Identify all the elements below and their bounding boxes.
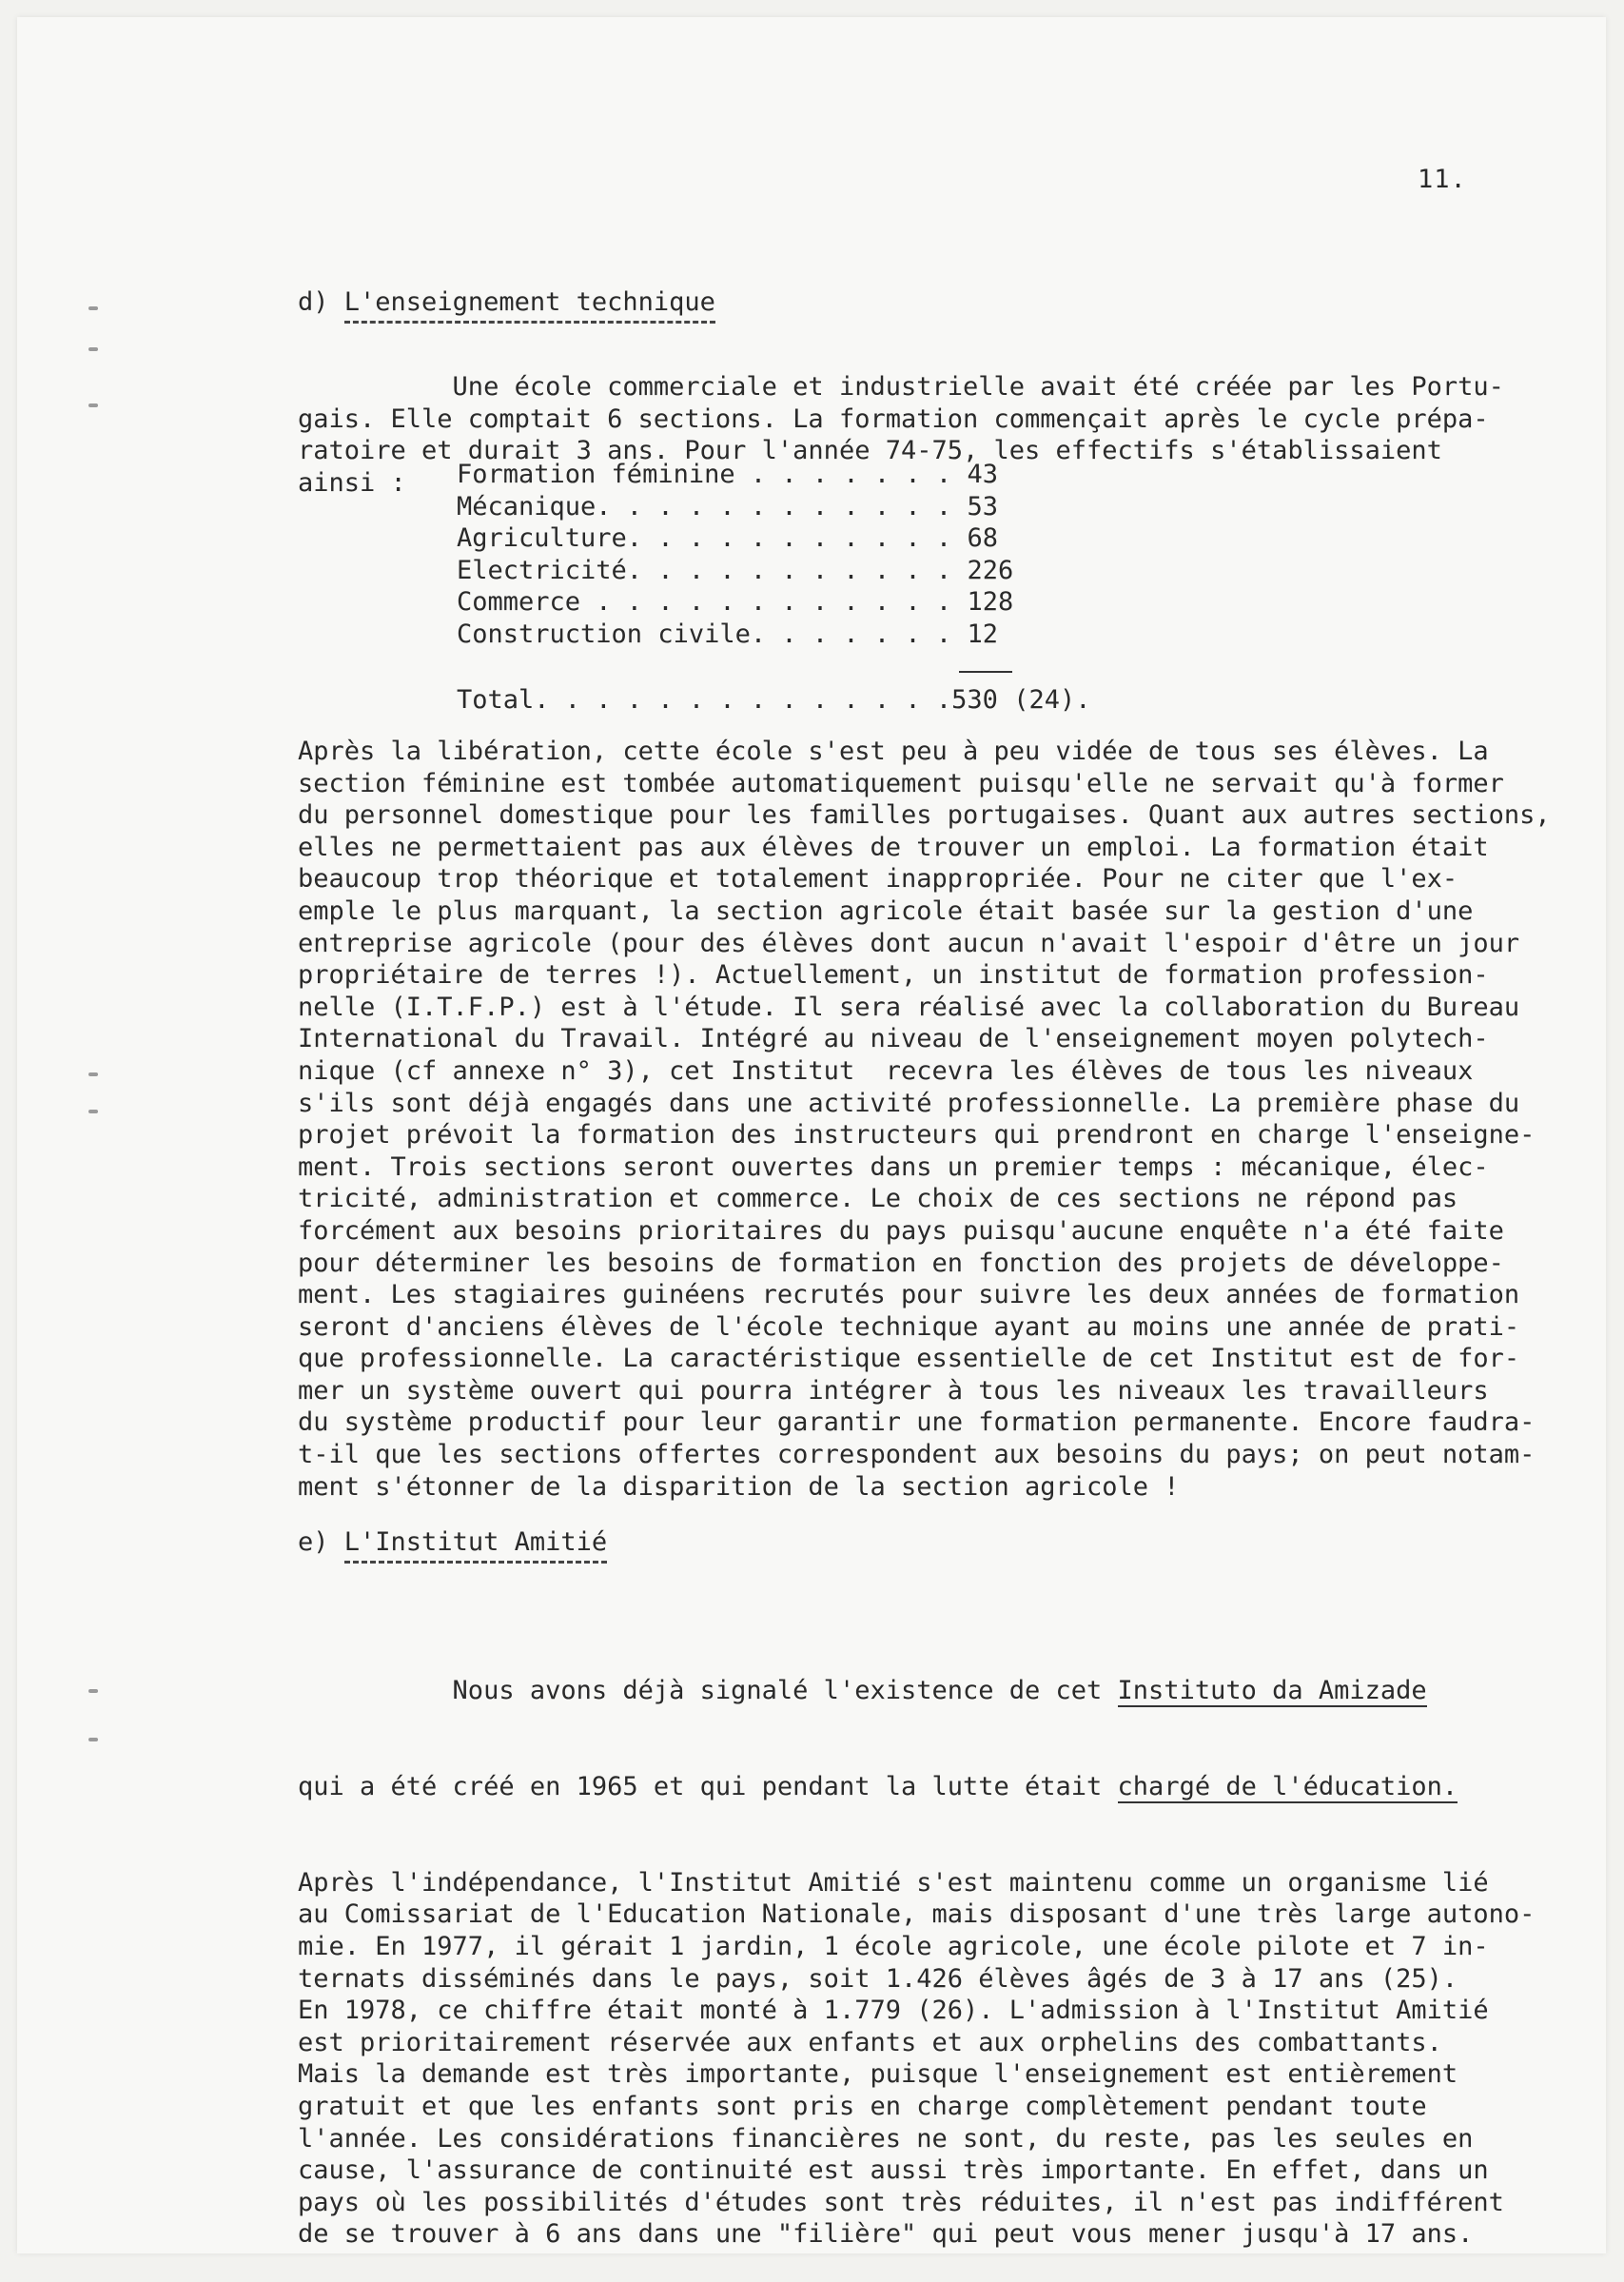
text-line: nique (cf annexe n° 3), cet Institut recevra les élèves de tous les niveaux bbox=[298, 1055, 1474, 1086]
line-lead: qui a été créé en 1965 et qui pendant la lutte était bbox=[298, 1771, 1118, 1801]
text-line: du personnel domestique pour les familles portugaises. Quant aux autres sections, bbox=[298, 800, 1551, 831]
enrollment-value: 226 bbox=[967, 555, 1014, 585]
section-d-prefix: d) bbox=[298, 287, 344, 317]
text-line: nelle (I.T.F.P.) est à l'étude. Il sera réalisé avec la collaboration du Bureau bbox=[298, 992, 1520, 1022]
text-line: t-il que les sections offertes correspondent aux besoins du pays; on peut notam- bbox=[298, 1440, 1536, 1470]
total-label: Total. . . . . . . . . . . . . . bbox=[457, 685, 952, 715]
text-line: l'année. Les considérations financières ne sont, du reste, pas les seules en bbox=[298, 2123, 1474, 2154]
enrollment-value: 43 bbox=[967, 460, 998, 489]
margin-mark bbox=[88, 1738, 98, 1741]
text-line: pour déterminer les besoins de formation en fonction des projets de développe- bbox=[298, 1248, 1504, 1278]
section-e-heading bbox=[298, 1527, 607, 1557]
text-line: elles ne permettaient pas aux élèves de trouver un emploi. La formation était bbox=[298, 832, 1489, 862]
margin-mark bbox=[88, 1110, 98, 1113]
margin-mark bbox=[88, 306, 98, 310]
section-e-body bbox=[298, 1611, 1568, 2282]
text-line: entreprise agricole (pour des élèves dont aucun n'avait l'espoir d'être un jour bbox=[298, 928, 1520, 958]
line-lead: Nous avons déjà signalé l'existence de cet bbox=[298, 1676, 1118, 1706]
text-line: tricité, administration et commerce. Le choix de ces sections ne répond pas bbox=[298, 1184, 1458, 1214]
section-e-title: L'Institut Amitié bbox=[344, 1527, 607, 1564]
margin-mark bbox=[88, 347, 98, 351]
enrollment-row bbox=[457, 555, 1013, 587]
enrollment-row bbox=[457, 586, 1013, 619]
text-line: ratoire et durait 3 ans. Pour l'année 74-75, les effectifs s'établissaient bbox=[298, 436, 1442, 466]
text-line: section féminine est tombée automatiquement puisqu'elle ne servait qu'à former bbox=[298, 768, 1504, 798]
text-line: de se trouver à 6 ans dans une "filière" qui peut vous mener jusqu'à 17 ans. bbox=[298, 2219, 1474, 2250]
text-line: Une école commerciale et industrielle avait été créée par les Portu- bbox=[298, 372, 1504, 402]
text-line: Mais la demande est très importante, puisque l'enseignement est entièrement bbox=[298, 2059, 1458, 2090]
text-line: pays où les possibilités d'études sont très réduites, il n'est pas indifférent bbox=[298, 2187, 1504, 2217]
total-rule bbox=[959, 671, 1012, 673]
text-line: seront d'anciens élèves de l'école technique ayant au moins une année de prati- bbox=[298, 1311, 1520, 1342]
text-line: s'ils sont déjà engagés dans une activité professionnelle. La première phase du bbox=[298, 1088, 1520, 1118]
text-line: mer un système ouvert qui pourra intégrer à tous les niveaux les travailleurs bbox=[298, 1375, 1489, 1406]
text-line: Après l'indépendance, l'Institut Amitié s'est maintenu comme un organisme lié bbox=[298, 1867, 1489, 1898]
text-line: Après la libération, cette école s'est peu à peu vidée de tous ses élèves. La bbox=[298, 737, 1489, 766]
enrollment-row bbox=[457, 522, 1013, 555]
total-note: (24). bbox=[1013, 685, 1091, 715]
text-line bbox=[298, 1675, 1568, 1707]
enrollment-value: 68 bbox=[967, 523, 998, 554]
enrollment-row bbox=[457, 459, 1013, 491]
text-line: cause, l'assurance de continuité est aussi très importante. En effet, dans un bbox=[298, 2155, 1489, 2186]
total-value: 530 bbox=[951, 685, 998, 715]
text-line: En 1978, ce chiffre était monté à 1.779 (26). L'admission à l'Institut Amitié bbox=[298, 1996, 1489, 2026]
page-number: 11. bbox=[1418, 165, 1467, 194]
section-e-prefix: e) bbox=[298, 1527, 344, 1557]
section-d-title: L'enseignement technique bbox=[344, 287, 715, 324]
section-d-heading bbox=[298, 287, 715, 317]
enrollment-row bbox=[457, 619, 1013, 651]
institute-name: Instituto da Amizade bbox=[1117, 1676, 1427, 1706]
enrollment-label: Agriculture. . . . . . . . . . . bbox=[457, 523, 952, 554]
enrollment-row bbox=[457, 491, 1013, 523]
margin-mark bbox=[88, 1072, 98, 1076]
text-line: ainsi : bbox=[298, 467, 406, 498]
enrollment-value: 53 bbox=[967, 491, 998, 521]
margin-mark bbox=[88, 403, 98, 407]
text-line: propriétaire de terres !). Actuellement, un institut de formation profession- bbox=[298, 960, 1489, 991]
text-line: emple le plus marquant, la section agricole était basée sur la gestion d'une bbox=[298, 895, 1474, 926]
text-line: ment s'étonner de la disparition de la section agricole ! bbox=[298, 1471, 1180, 1502]
text-line: ternats disséminés dans le pays, soit 1.426 élèves âgés de 3 à 17 ans (25). bbox=[298, 1963, 1458, 1994]
text-line: du système productif pour leur garantir une formation permanente. Encore faudra- bbox=[298, 1407, 1536, 1438]
text-line: gais. Elle comptait 6 sections. La formation commençait après le cycle prépa- bbox=[298, 403, 1489, 434]
enrollment-list bbox=[457, 459, 1013, 651]
margin-mark bbox=[88, 1689, 98, 1693]
enrollment-label: Electricité. . . . . . . . . . . bbox=[457, 555, 952, 585]
enrollment-label: Mécanique. . . . . . . . . . . . bbox=[457, 491, 952, 521]
text-line: projet prévoit la formation des instructeurs qui prendront en charge l'enseigne- bbox=[298, 1120, 1536, 1151]
enrollment-total bbox=[457, 685, 1091, 715]
text-line: International du Travail. Intégré au niveau de l'enseignement moyen polytech- bbox=[298, 1024, 1489, 1054]
text-line: beaucoup trop théorique et totalement inappropriée. Pour ne citer que l'ex- bbox=[298, 864, 1458, 895]
enrollment-label: Formation féminine . . . . . . . bbox=[457, 460, 952, 489]
text-line: est prioritairement réservée aux enfants et aux orphelins des combattants. bbox=[298, 2027, 1442, 2057]
enrollment-value: 128 bbox=[967, 587, 1014, 618]
enrollment-label: Commerce . . . . . . . . . . . . bbox=[457, 587, 952, 618]
text-line: forcément aux besoins prioritaires du pays puisqu'aucune enquête n'a été faite bbox=[298, 1215, 1504, 1246]
text-line: ment. Les stagiaires guinéens recrutés pour suivre les deux années de formation bbox=[298, 1280, 1520, 1310]
section-e-lines bbox=[298, 1867, 1568, 2251]
underlined-phrase: chargé de l'éducation. bbox=[1117, 1771, 1458, 1801]
text-line bbox=[298, 1771, 1568, 1803]
enrollment-label: Construction civile. . . . . . . bbox=[457, 619, 952, 649]
text-line: mie. En 1977, il gérait 1 jardin, 1 école agricole, une école pilote et 7 in- bbox=[298, 1931, 1489, 1961]
text-line: au Comissariat de l'Education Nationale, mais disposant d'une très large autono- bbox=[298, 1899, 1536, 1930]
section-d-body bbox=[298, 736, 1568, 1503]
text-line: que professionnelle. La caractéristique essentielle de cet Institut est de for- bbox=[298, 1344, 1520, 1374]
text-line: ment. Trois sections seront ouvertes dans un premier temps : mécanique, élec- bbox=[298, 1151, 1489, 1182]
enrollment-value: 12 bbox=[967, 619, 998, 649]
text-line: gratuit et que les enfants sont pris en charge complètement pendant toute bbox=[298, 2091, 1427, 2121]
